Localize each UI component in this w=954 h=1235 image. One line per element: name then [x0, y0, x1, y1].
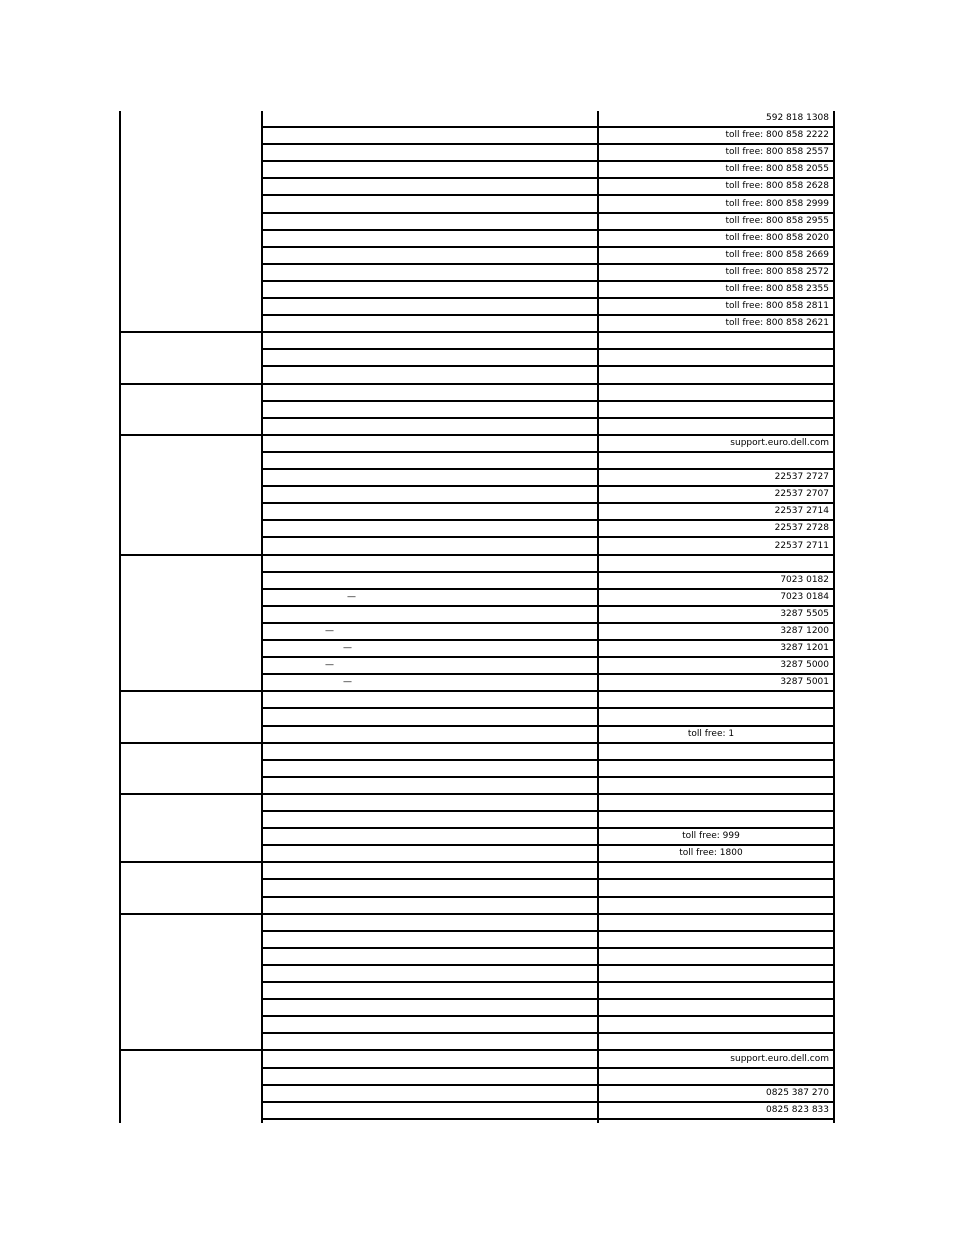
phone-number-cell	[599, 795, 829, 810]
phone-number-cell: toll free: 800 858 2999	[725, 198, 829, 209]
group-divider	[119, 383, 263, 385]
group-divider	[119, 690, 263, 692]
phone-number-cell: toll free: 800 858 2955	[725, 215, 829, 226]
phone-number-cell: 7023 0184	[780, 591, 829, 602]
phone-number-cell: toll free: 1800	[679, 848, 743, 859]
contact-table	[119, 111, 835, 1123]
dash-cell: —	[325, 626, 334, 636]
phone-number-cell: 3287 1201	[780, 643, 829, 654]
phone-number-cell: 3287 5505	[780, 608, 829, 619]
column-divider	[119, 111, 121, 1123]
phone-number-cell: 22537 2727	[774, 472, 829, 483]
phone-number-cell: toll free: 800 858 2020	[725, 232, 829, 243]
phone-number-cell	[599, 385, 829, 400]
phone-number-cell	[599, 1069, 829, 1084]
phone-number-cell: toll free: 800 858 2557	[725, 147, 829, 158]
phone-number-cell	[599, 710, 829, 725]
phone-number-cell	[599, 350, 829, 365]
dash-cell: —	[347, 591, 356, 602]
group-divider	[119, 434, 263, 436]
group-divider	[119, 1049, 263, 1051]
phone-number-cell: toll free: 999	[682, 831, 740, 842]
phone-number-cell	[599, 778, 829, 793]
group-divider	[119, 331, 263, 333]
phone-number-cell	[599, 556, 829, 571]
phone-number-cell: 0825 387 270	[766, 1087, 829, 1098]
phone-number-cell	[599, 453, 829, 468]
phone-number-cell	[599, 744, 829, 759]
phone-number-cell: 592 818 1308	[766, 113, 829, 123]
phone-number-cell	[599, 402, 829, 417]
phone-number-cell: toll free: 800 858 2621	[725, 318, 829, 329]
phone-number-cell	[599, 692, 829, 707]
phone-number-cell	[599, 1034, 829, 1049]
phone-number-cell: 3287 5000	[780, 660, 829, 671]
phone-number-cell	[599, 966, 829, 981]
phone-number-cell	[599, 863, 829, 878]
phone-number-cell: support.euro.dell.com	[730, 437, 829, 448]
phone-number-cell	[599, 1017, 829, 1032]
phone-number-cell: 22537 2711	[774, 540, 829, 551]
phone-number-cell: 7023 0182	[780, 574, 829, 585]
phone-number-cell	[599, 949, 829, 964]
phone-number-cell: 22537 2728	[774, 523, 829, 534]
group-divider	[119, 861, 263, 863]
phone-number-cell: 0825 823 833	[766, 1104, 829, 1115]
phone-number-cell	[599, 915, 829, 930]
phone-number-cell: 22537 2707	[774, 489, 829, 500]
group-divider	[119, 554, 263, 556]
phone-number-cell	[599, 898, 829, 913]
phone-number-cell: toll free: 800 858 2811	[725, 301, 829, 312]
phone-number-cell	[599, 812, 829, 827]
phone-number-cell	[599, 932, 829, 947]
phone-number-cell: toll free: 800 858 2572	[725, 266, 829, 277]
phone-number-cell: toll free: 800 858 2628	[725, 181, 829, 192]
group-divider	[119, 793, 263, 795]
row-divider	[261, 1118, 835, 1120]
phone-number-cell: 3287 5001	[780, 677, 829, 688]
group-divider	[119, 913, 263, 915]
phone-number-cell: 22537 2714	[774, 506, 829, 517]
dash-cell: —	[343, 643, 352, 654]
phone-number-cell	[599, 761, 829, 776]
phone-number-cell	[599, 1000, 829, 1015]
group-divider	[119, 742, 263, 744]
phone-number-cell: toll free: 800 858 2222	[725, 130, 829, 141]
phone-number-cell: support.euro.dell.com	[730, 1053, 829, 1064]
phone-number-cell	[599, 333, 829, 348]
phone-number-cell	[599, 881, 829, 896]
phone-number-cell	[599, 419, 829, 434]
phone-number-cell: 3287 1200	[780, 626, 829, 636]
dash-cell: —	[343, 677, 352, 688]
phone-number-cell: toll free: 800 858 2055	[725, 164, 829, 175]
phone-number-cell: toll free: 800 858 2669	[725, 249, 829, 260]
phone-number-cell: toll free: 800 858 2355	[725, 284, 829, 294]
dash-cell: —	[325, 660, 334, 671]
phone-number-cell: toll free: 1	[687, 728, 735, 739]
phone-number-cell	[599, 983, 829, 998]
phone-number-cell	[599, 368, 829, 383]
